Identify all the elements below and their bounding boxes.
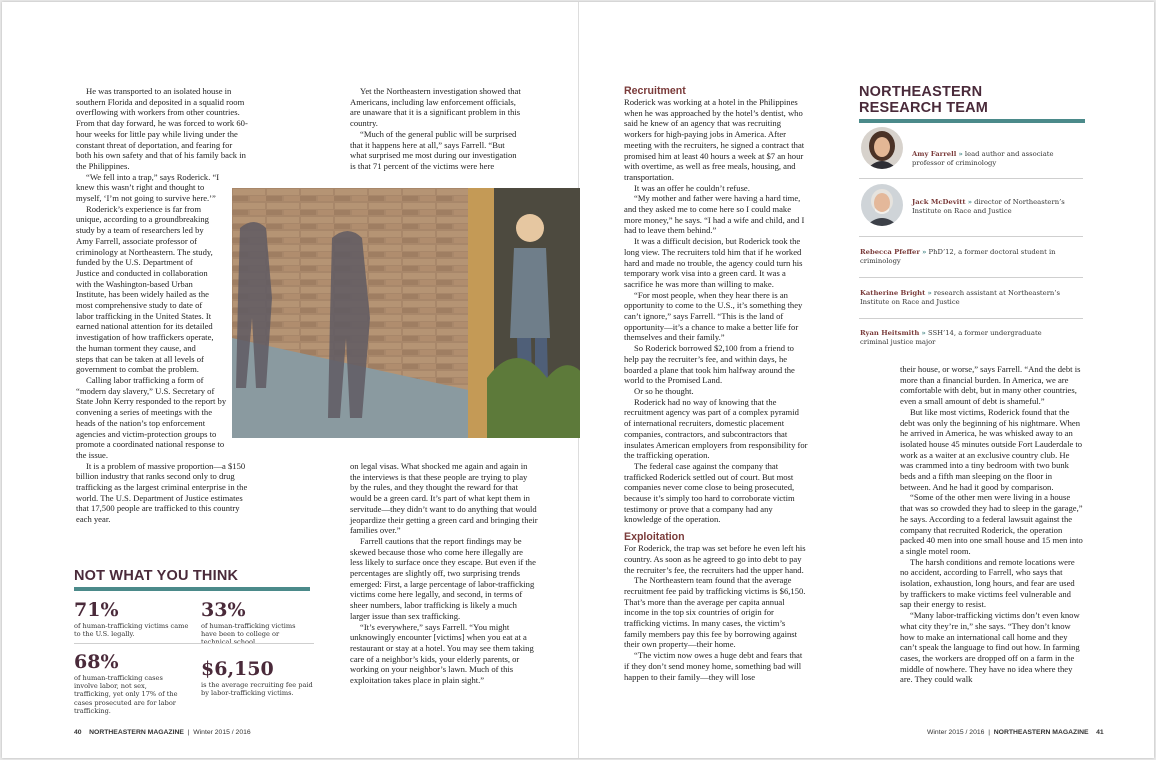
col3-paragraph: For Roderick, the trap was set before he even left his country. As soon as he agreed to go into debt to pay the recruiter’s fee, the recruiters had the upper hand. bbox=[624, 543, 806, 575]
col4-paragraph: “Some of the other men were living in a house that was so crowded they had to sleep in the garage,” he says. According to a federal lawsuit against the company that recruited Roderick, the operation packed 40 men into one small house and 15 men into a single motel room. bbox=[900, 492, 1083, 556]
member-name: Katherine Bright bbox=[860, 289, 926, 297]
stat-block bbox=[74, 652, 184, 715]
col4-paragraph: But like most victims, Roderick found that the debt was only the beginning of his nightmare. When he arrived in America, he was whisked away to an isolated house 45 minutes outside Fort Lauderdale to work as a waiter at an exclusive country club. He was crammed into a tiny bedroom with two bunk beds and a fifth man sleeping on the floor in between. And he had it good by comparison. bbox=[900, 406, 1083, 492]
sidebar-not-what-you-think bbox=[74, 568, 314, 591]
stat-text: of human-trafficking cases involve labor, not sex, trafficking, yet only 17% of the cases prosecuted are for labor trafficking. bbox=[74, 674, 178, 715]
avatar-amy-farrell bbox=[861, 127, 903, 169]
column-3 bbox=[624, 85, 808, 682]
member-role: research assistant at Northeastern’s Institute on Race and Justice bbox=[860, 289, 1060, 306]
col2-paragraph: on legal visas. What shocked me again and again in the interviews is that these people are trying to play by the rules, and they thought the reward for that would be a green card. It’s part of what kept them in servitude—they didn’t want to do anything that would jeopardize their getting a green card and bringing their families over.” bbox=[350, 461, 538, 536]
chevron-separator-icon: » bbox=[967, 198, 972, 206]
col2-paragraph: Farrell cautions that the report findings may be skewed because those who come here illegally are less likely to surface once they escape. But even if the percentages are slightly off, two surprising trends emerged: First, a large percentage of labor-trafficking victims come here legally, and second, in terms of sheer numbers, labor trafficking is likely a much larger issue than sex trafficking. bbox=[350, 535, 536, 621]
stat-text: of human-trafficking victims came to the U.S. legally. bbox=[74, 622, 189, 639]
member-name: Jack McDevitt bbox=[912, 198, 966, 206]
stat-value: 68% bbox=[74, 651, 119, 673]
member-role: PhD’12, a former doctoral student in criminology bbox=[860, 248, 1056, 265]
col3-paragraph: Or so he thought. bbox=[634, 385, 694, 396]
col3-paragraph: “My mother and father were having a hard time, and they asked me to come here so I could make more money,” he says. “I had a wife and child, and I had to leave them behind.” bbox=[624, 193, 805, 236]
col2-paragraph: “Much of the general public will be surprised that it happens here at all,” says Farrell. “But what surprised me most during our investigation is that 71 percent of the victims were here bbox=[350, 128, 517, 171]
team-member bbox=[912, 150, 1082, 167]
issue-left: Winter 2015 / 2016 bbox=[193, 729, 251, 736]
portrait-man-icon bbox=[861, 184, 903, 226]
stat-block bbox=[201, 659, 313, 697]
col4-paragraph: “Many labor-trafficking victims don’t even know what city they’re in,” she says. “They don’t know how to make an international call home and they can’t speak the language to find out how. In farming cases, the workers are dropped off on a farm in the middle of nowhere. They have no idea where they are. They could walk bbox=[900, 610, 1080, 685]
col3-paragraph: The Northeastern team found that the average recruitment fee paid by trafficking victims is $6,150. That’s more than the average per capita annual income in the top six countries of origin for trafficking victims. In many cases, the victim’s family members pay this fee by borrowing against their own property—their home. bbox=[624, 575, 806, 650]
footer-right bbox=[927, 729, 1104, 736]
member-name: Ryan Heitsmith bbox=[860, 329, 920, 337]
team-rule bbox=[859, 119, 1085, 123]
stat-block bbox=[201, 600, 311, 647]
stat-value: $6,150 bbox=[201, 658, 274, 680]
stat-divider bbox=[74, 643, 314, 644]
col4-paragraph: The harsh conditions and remote locations were no accident, according to Farrell, who says that isolation, exhaustion, long hours, and fear are used by traffickers to make victims feel vulnerable and sap their energy to resist. bbox=[900, 556, 1075, 610]
team-member bbox=[860, 329, 1056, 346]
stat-value: 33% bbox=[201, 599, 246, 621]
col1-paragraph: Calling labor trafficking a form of “modern day slavery,” U.S. Secretary of State John Kerry responded to the report by convening a series of meetings with the heads of the nation’s top enforcement agencies and victim-protection groups to promote a coordinated national response to the issue. bbox=[76, 374, 227, 460]
sidebar-title: NOT WHAT YOU THINK bbox=[74, 568, 239, 584]
member-name: Rebecca Pfeffer bbox=[860, 248, 920, 256]
magazine-spread bbox=[2, 2, 1154, 758]
column-4 bbox=[900, 364, 1084, 685]
subhead-exploitation: Exploitation bbox=[624, 531, 685, 544]
team-title-line2: RESEARCH TEAM bbox=[859, 100, 989, 116]
subhead-recruitment: Recruitment bbox=[624, 85, 686, 97]
stat-text: is the average recruiting fee paid by labor-trafficking victims. bbox=[201, 681, 313, 698]
col1-paragraph: Roderick’s experience is far from unique, according to a groundbreaking study by a team of researchers led by Amy Farrell, associate professor of criminology at Northeastern. The study, funded by the U.S. Department of Justice and conducted in collaboration with the Washington-based Urban Institute, has been widely hailed as the most comprehensive study to date of labor trafficking in the United States. It earned national attention for its detailed investigation of how traffickers operate, the human torment they cause, and steps that can be taken at all levels of government to combat the problem. bbox=[76, 203, 214, 375]
chevron-separator-icon: » bbox=[921, 329, 926, 337]
col3-paragraph: “The victim now owes a huge debt and fears that if they don’t send money home, something bad will happen to their family—they will lose bbox=[624, 650, 803, 682]
team-title-line1: NORTHEASTERN bbox=[859, 84, 983, 100]
team-member bbox=[860, 289, 1084, 306]
col3-paragraph: Roderick was working at a hotel in the Philippines when he was approached by the hotel’s dentist, who said he knew of an agency that was recruiting workers for high-paying jobs in America. After meeting with the recruiters, he signed a contract that promised him at least 40 hours a week at $7 an hour with overtime, as well as free meals, housing, and transportation. bbox=[624, 97, 805, 182]
col3-paragraph: So Roderick borrowed $2,100 from a friend to help pay the recruiter’s fee, and within days, he boarded a plane that took him halfway around the world to the Promised Land. bbox=[624, 343, 795, 386]
member-role: SSH’14, a former undergraduate criminal justice major bbox=[860, 329, 1042, 346]
col2-paragraph: “It’s everywhere,” says Farrell. “You might unknowingly encounter [victims] when you eat at a restaurant or stay at a hotel. You may see them taking care of a neighbor’s kids, your elderly parents, or working on your neighbor’s lawn. Much of this exploitation takes place in plain sight.” bbox=[350, 621, 534, 686]
research-team-panel bbox=[859, 84, 1085, 123]
footer-left bbox=[74, 729, 251, 736]
team-member bbox=[860, 248, 1056, 265]
magazine-name-right: NORTHEASTERN MAGAZINE bbox=[993, 729, 1089, 736]
column-2-bottom bbox=[350, 461, 538, 686]
footer-divider: | bbox=[988, 729, 990, 736]
col3-paragraph: “For most people, when they hear there is an opportunity to come to the U.S., it’s something they can’t ignore,” says Farrell. “This is the land of opportunity—it’s a chance to make a better life for themselves and their family.” bbox=[624, 289, 803, 343]
illustration-trafficking-victim bbox=[232, 188, 580, 438]
col3-paragraph: It was a difficult decision, but Roderick took the long view. The recruiters told him that if he worked hard and made no trouble, the agency could turn his temporary work visa into a green card. It was a sacrifice he was more than willing to make. bbox=[624, 236, 803, 289]
column-1 bbox=[76, 86, 248, 525]
member-role: director of Northeastern’s Institute on Race and Justice bbox=[912, 198, 1065, 215]
illustration-artwork bbox=[232, 188, 580, 438]
team-divider bbox=[859, 318, 1083, 319]
member-name: Amy Farrell bbox=[912, 150, 957, 158]
col3-paragraph: It was an offer he couldn’t refuse. bbox=[634, 182, 750, 193]
team-divider bbox=[859, 236, 1083, 237]
stat-value: 71% bbox=[74, 599, 119, 621]
issue-right: Winter 2015 / 2016 bbox=[927, 729, 985, 736]
col4-paragraph: their house, or worse,” says Farrell. “And the debt is more than a financial burden. In America, we are comfortable with debt, but in many other countries, even a small amount of debt is shameful.” bbox=[900, 364, 1081, 407]
col3-paragraph: The federal case against the company that trafficked Roderick settled out of court. But most companies never come close to being prosecuted, because it’s simply too hard to corroborate victim testimony or prove that a company had any knowledge of the operation. bbox=[624, 460, 795, 525]
chevron-separator-icon: » bbox=[958, 150, 963, 158]
sidebar-rule bbox=[74, 587, 310, 591]
col1-paragraph: It is a problem of massive proportion—a $150 billion industry that ranks second only to drug trafficking as the largest criminal enterprise in the world. The U.S. Department of Justice estimates that 17,500 people are trafficked to this country each year. bbox=[76, 460, 248, 525]
chevron-separator-icon: » bbox=[922, 248, 927, 256]
page-number-right: 41 bbox=[1096, 729, 1104, 736]
col1-paragraph: He was transported to an isolated house in southern Florida and deposited in a squalid room overflowing with workers from other countries. From that day forward, he was forced to work 60-hour weeks for little pay while living under the constant threat of deportation, and fearing for both his own safety and that of his family back in the Philippines. bbox=[76, 86, 248, 171]
stat-block bbox=[74, 600, 189, 638]
magazine-name-left: NORTHEASTERN MAGAZINE bbox=[89, 729, 184, 736]
team-member bbox=[912, 198, 1084, 215]
col1-paragraph: “We fell into a trap,” says Roderick. “I knew this wasn’t right and thought to myself, ‘I’m not going to survive here.’” bbox=[76, 171, 220, 204]
team-divider bbox=[859, 277, 1083, 278]
portrait-woman-icon bbox=[861, 127, 903, 169]
col2-paragraph: Yet the Northeastern investigation showed that Americans, including law enforcement officials, are unaware that it is a significant problem in this country. bbox=[350, 86, 521, 129]
page-number-left: 40 bbox=[74, 729, 82, 736]
member-role: lead author and associate professor of criminology bbox=[912, 150, 1054, 167]
avatar-jack-mcdevitt bbox=[861, 184, 903, 226]
column-2-top bbox=[350, 86, 522, 172]
team-divider bbox=[859, 178, 1083, 179]
col3-paragraph: Roderick had no way of knowing that the recruitment agency was part of a complex pyramid of international recruiters, domestic placement companies, contractors, and subcontractors that insulates American employers from responsibility for the trafficking operation. bbox=[624, 396, 808, 461]
footer-divider: | bbox=[187, 729, 190, 736]
chevron-separator-icon: » bbox=[927, 289, 932, 297]
stat-text: of human-trafficking victims have been to college or bbox=[201, 622, 296, 639]
